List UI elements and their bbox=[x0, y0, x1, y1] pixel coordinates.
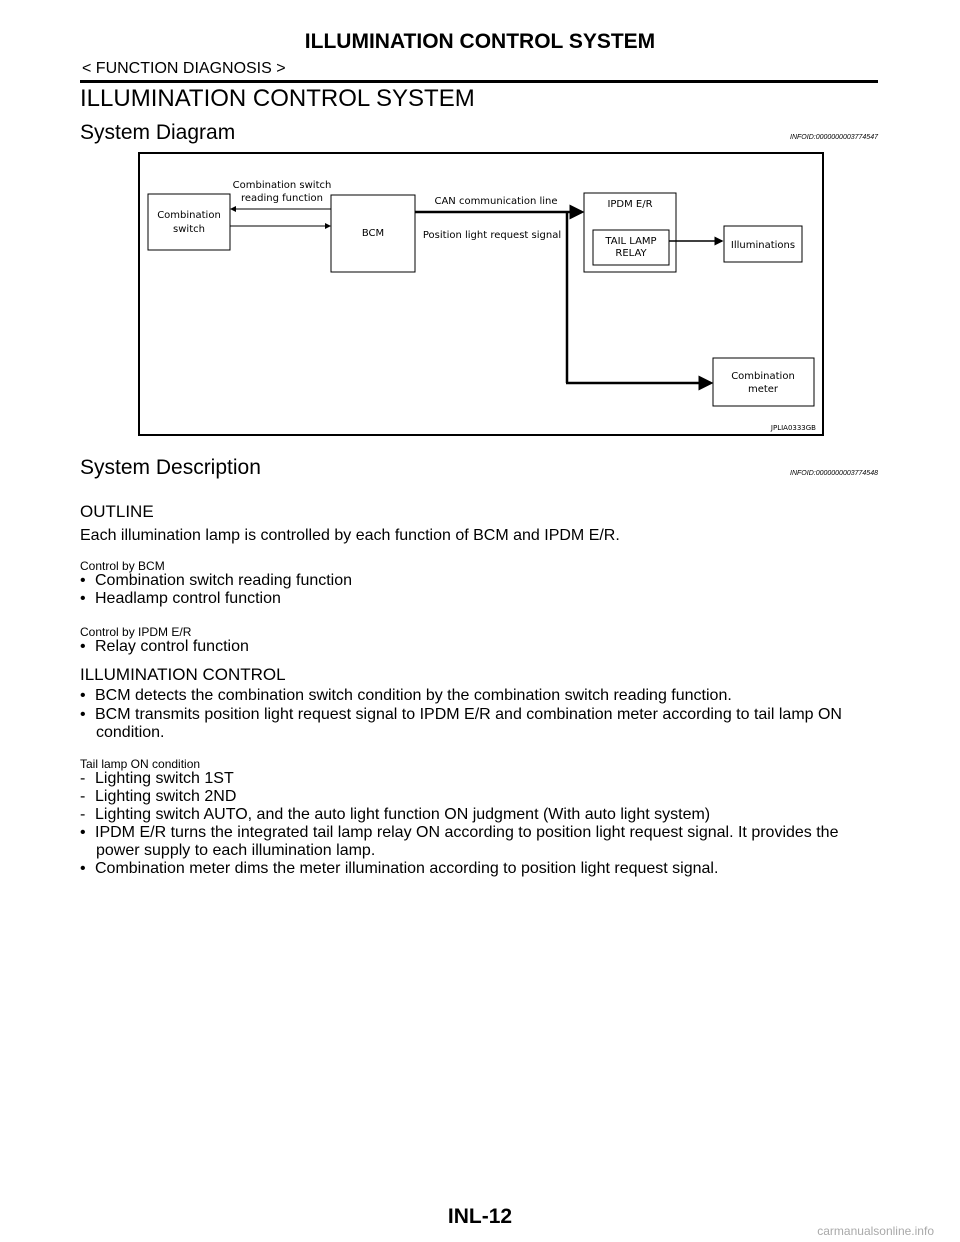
list-item: • Headlamp control function bbox=[80, 590, 281, 607]
combination-meter-label-2: meter bbox=[747, 384, 779, 395]
system-diagram-svg bbox=[140, 154, 822, 434]
control-by-bcm-label: Control by BCM bbox=[80, 559, 165, 573]
position-signal-label: Position light request signal bbox=[422, 230, 562, 241]
list-item: • IPDM E/R turns the integrated tail lamp relay ON according to position light request signal. It provides the bbox=[80, 824, 839, 841]
watermark: carmanualsonline.info bbox=[817, 1224, 934, 1238]
figure-id: JPLIA0333GB bbox=[770, 424, 816, 432]
reading-function-label-1: Combination switch bbox=[232, 180, 332, 191]
outline-text: Each illumination lamp is controlled by each function of BCM and IPDM E/R. bbox=[80, 527, 620, 544]
header-title: ILLUMINATION CONTROL SYSTEM bbox=[304, 30, 656, 53]
page-title: ILLUMINATION CONTROL SYSTEM bbox=[80, 85, 475, 112]
combination-switch-label-2: switch bbox=[173, 224, 205, 235]
combination-switch-label-1: Combination bbox=[157, 210, 221, 221]
illuminations-label: Illuminations bbox=[730, 240, 796, 251]
infoid-system-description: INFOID:0000000003774548 bbox=[790, 470, 878, 477]
reading-function-label-2: reading function bbox=[240, 193, 324, 204]
heading-illumination-control: ILLUMINATION CONTROL bbox=[80, 665, 286, 684]
list-item: • Combination meter dims the meter illumination according to position light request signal. bbox=[80, 860, 719, 877]
list-item: • BCM detects the combination switch condition by the combination switch reading function. bbox=[80, 687, 732, 704]
dash-item: - Lighting switch AUTO, and the auto light function ON judgment (With auto light system) bbox=[80, 806, 711, 823]
list-item-continuation: power supply to each illumination lamp. bbox=[96, 842, 376, 859]
section-title-system-description: System Description bbox=[80, 456, 261, 479]
page-number: INL-12 bbox=[447, 1205, 513, 1228]
ipdm-label: IPDM E/R bbox=[607, 199, 653, 210]
system-diagram bbox=[138, 152, 824, 436]
list-item-continuation: condition. bbox=[96, 724, 165, 741]
infoid-system-diagram: INFOID:0000000003774547 bbox=[790, 134, 878, 141]
combination-meter-box bbox=[713, 358, 814, 406]
list-item: • BCM transmits position light request signal to IPDM E/R and combination meter according to tail lamp ON bbox=[80, 706, 842, 723]
list-item: • Combination switch reading function bbox=[80, 572, 353, 589]
breadcrumb: < FUNCTION DIAGNOSIS > bbox=[82, 60, 286, 77]
section-title-system-diagram: System Diagram bbox=[80, 121, 236, 144]
tail-lamp-condition-label: Tail lamp ON condition bbox=[80, 757, 201, 771]
bcm-label: BCM bbox=[361, 228, 385, 239]
list-item: • Relay control function bbox=[80, 638, 249, 655]
tail-lamp-relay-label-1: TAIL LAMP bbox=[605, 236, 657, 247]
combination-switch-box bbox=[148, 194, 230, 250]
heading-outline: OUTLINE bbox=[80, 502, 154, 521]
dash-item: - Lighting switch 2ND bbox=[80, 788, 237, 805]
tail-lamp-relay-label-2: RELAY bbox=[615, 248, 647, 259]
dash-item: - Lighting switch 1ST bbox=[80, 770, 234, 787]
control-by-ipdm-label: Control by IPDM E/R bbox=[80, 625, 192, 639]
can-line-label: CAN communication line bbox=[434, 196, 558, 207]
header-divider bbox=[80, 80, 878, 83]
combination-meter-label-1: Combination bbox=[731, 371, 795, 382]
